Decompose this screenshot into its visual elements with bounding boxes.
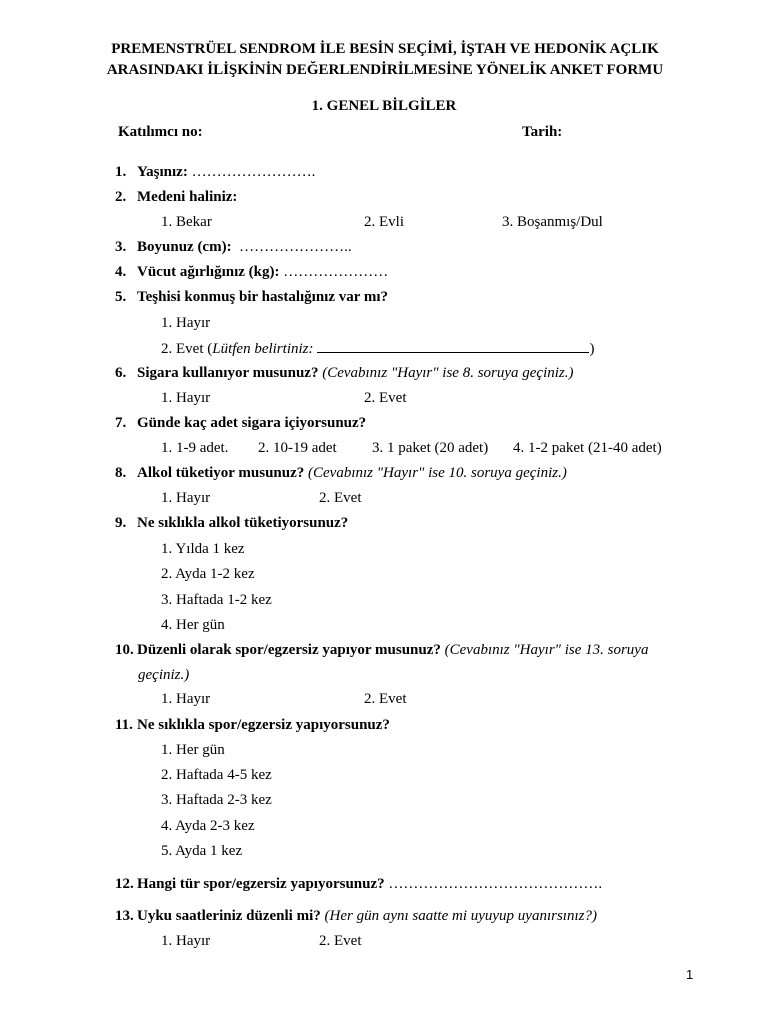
q9-option-4[interactable]: 4. Her gün — [161, 617, 225, 633]
page-number: 1 — [686, 967, 694, 982]
question-text: Hangi tür spor/egzersiz yapıyorsunuz? — [137, 876, 385, 892]
question-note-continued: geçiniz.) — [138, 667, 190, 683]
question-1 — [115, 162, 315, 182]
question-12 — [115, 874, 602, 894]
question-number: 11. — [115, 717, 133, 733]
question-note: (Cevabınız "Hayır" ise 8. soruya geçiniz.) — [322, 365, 574, 381]
form-title — [60, 39, 710, 81]
q5-option-2-label: 2. Evet ( — [161, 341, 213, 357]
q10-option-1[interactable]: 1. Hayır — [161, 691, 211, 707]
question-text: Sigara kullanıyor musunuz? — [137, 365, 319, 381]
q5-option-1[interactable]: 1. Hayır — [161, 315, 211, 331]
question-5 — [115, 287, 388, 307]
q7-option-3[interactable]: 3. 1 paket (20 adet) — [372, 440, 489, 456]
question-number: 3. — [115, 239, 127, 255]
question-number: 4. — [115, 264, 127, 280]
question-8 — [115, 463, 567, 483]
q11-option-2[interactable]: 2. Haftada 4-5 kez — [161, 767, 272, 783]
q5-option-2[interactable] — [161, 338, 594, 359]
q8-option-2[interactable]: 2. Evet — [319, 490, 362, 506]
answer-blank[interactable]: ………………… — [283, 264, 389, 280]
title-line-2: ARASINDAKI İLİŞKİNİN DEĞERLENDİRİLMESİNE YÖNELİK ANKET FORMU — [106, 62, 664, 78]
date-label: Tarih: — [522, 124, 563, 140]
question-13 — [115, 906, 597, 926]
answer-blank[interactable]: ……………………. — [191, 164, 316, 180]
q7-option-4[interactable]: 4. 1-2 paket (21-40 adet) — [513, 440, 662, 456]
q2-option-1[interactable]: 1. Bekar — [161, 214, 212, 230]
question-number: 8. — [115, 465, 127, 481]
question-text: Ne sıklıkla spor/egzersiz yapıyorsunuz? — [137, 717, 390, 733]
question-3 — [115, 237, 352, 257]
question-text: Alkol tüketiyor musunuz? — [137, 465, 305, 481]
question-number: 12. — [115, 876, 134, 892]
question-number: 13. — [115, 908, 134, 924]
question-number: 1. — [115, 164, 127, 180]
q2-option-2[interactable]: 2. Evli — [364, 214, 404, 230]
question-text: Yaşınız: — [137, 164, 188, 180]
q5-specify-note: Lütfen belirtiniz: — [212, 341, 314, 357]
q6-option-2[interactable]: 2. Evet — [364, 390, 407, 406]
question-10 — [115, 640, 648, 660]
question-text: Boyunuz (cm): — [137, 239, 232, 255]
q13-option-2[interactable]: 2. Evet — [319, 933, 362, 949]
q11-option-5[interactable]: 5. Ayda 1 kez — [161, 843, 243, 859]
question-number: 10. — [115, 642, 134, 658]
q6-option-1[interactable]: 1. Hayır — [161, 390, 211, 406]
question-2 — [115, 187, 237, 207]
question-text: Uyku saatleriniz düzenli mi? — [137, 908, 321, 924]
q5-option-2-close: ) — [589, 341, 595, 357]
question-number: 7. — [115, 415, 127, 431]
answer-blank[interactable]: ………………….. — [239, 239, 352, 255]
participant-label: Katılımcı no: — [118, 124, 203, 140]
q9-option-3[interactable]: 3. Haftada 1-2 kez — [161, 592, 272, 608]
section-heading: 1. GENEL BİLGİLER — [311, 98, 457, 114]
question-number: 6. — [115, 365, 127, 381]
q11-option-1[interactable]: 1. Her gün — [161, 742, 225, 758]
q7-option-1[interactable]: 1. 1-9 adet. — [161, 440, 229, 456]
q11-option-4[interactable]: 4. Ayda 2-3 kez — [161, 818, 255, 834]
q9-option-1[interactable]: 1. Yılda 1 kez — [161, 541, 245, 557]
q13-option-1[interactable]: 1. Hayır — [161, 933, 211, 949]
question-text: Teşhisi konmuş bir hastalığınız var mı? — [137, 289, 389, 305]
q11-option-3[interactable]: 3. Haftada 2-3 kez — [161, 792, 272, 808]
question-number: 9. — [115, 515, 127, 531]
question-text: Medeni haliniz: — [137, 189, 238, 205]
question-note: (Cevabınız "Hayır" ise 10. soruya geçiniz.) — [308, 465, 567, 481]
title-line-1: PREMENSTRÜEL SENDROM İLE BESİN SEÇİMİ, İŞTAH VE HEDONİK AÇLIK — [111, 41, 659, 57]
q9-option-2[interactable]: 2. Ayda 1-2 kez — [161, 566, 255, 582]
specify-line[interactable] — [317, 338, 589, 353]
question-text: Vücut ağırlığınız (kg): — [137, 264, 280, 280]
question-note: (Her gün aynı saatte mi uyuyup uyanırsınız?) — [324, 908, 597, 924]
q7-option-2[interactable]: 2. 10-19 adet — [258, 440, 337, 456]
q2-option-3[interactable]: 3. Boşanmış/Dul — [502, 214, 603, 230]
question-text: Ne sıklıkla alkol tüketiyorsunuz? — [137, 515, 349, 531]
answer-blank[interactable]: ……………………………………. — [388, 876, 603, 892]
question-9 — [115, 513, 348, 533]
question-text: Düzenli olarak spor/egzersiz yapıyor musunuz? — [137, 642, 441, 658]
question-11 — [115, 715, 390, 735]
question-4 — [115, 262, 388, 282]
q8-option-1[interactable]: 1. Hayır — [161, 490, 211, 506]
question-7 — [115, 413, 366, 433]
question-number: 5. — [115, 289, 127, 305]
question-number: 2. — [115, 189, 127, 205]
question-text: Günde kaç adet sigara içiyorsunuz? — [137, 415, 367, 431]
question-note: (Cevabınız "Hayır" ise 13. soruya — [444, 642, 649, 658]
q10-option-2[interactable]: 2. Evet — [364, 691, 407, 707]
question-6 — [115, 363, 574, 383]
